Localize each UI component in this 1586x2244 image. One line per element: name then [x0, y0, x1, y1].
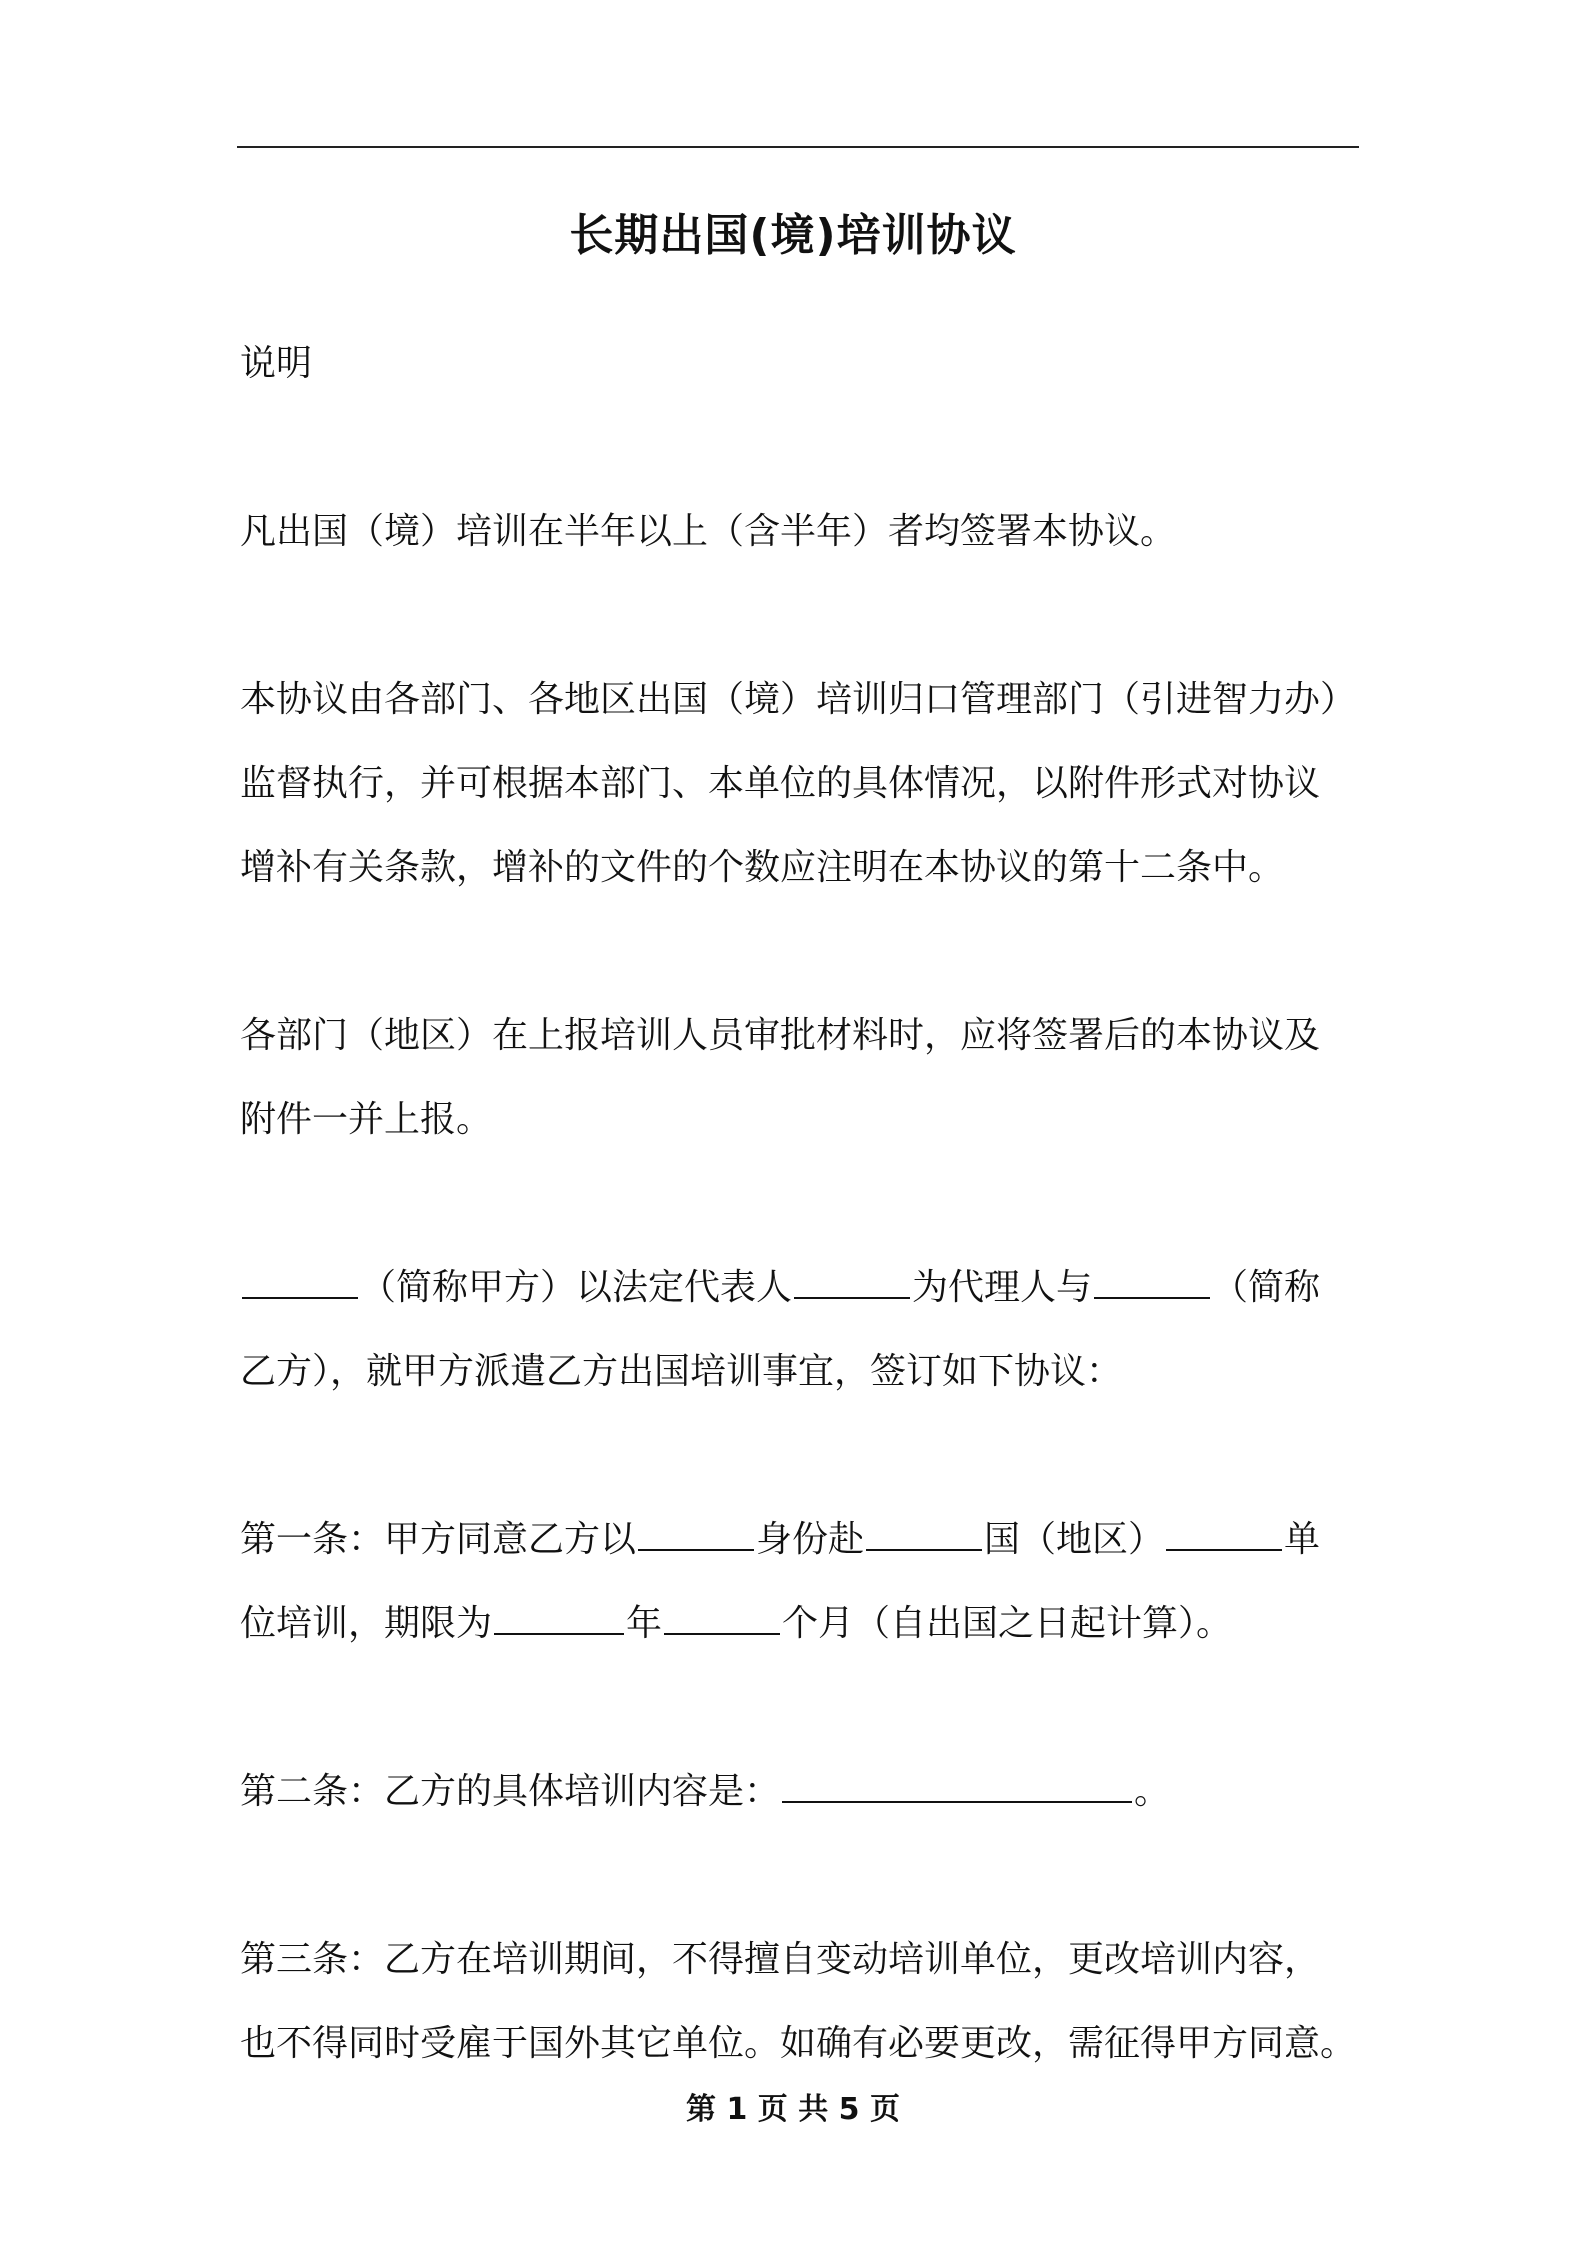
article-2-line-1 — [240, 1750, 1390, 1834]
institution-blank[interactable] — [1166, 1548, 1282, 1551]
party-a-blank[interactable] — [242, 1296, 358, 1299]
country-blank[interactable] — [866, 1548, 982, 1551]
parties-text-b: 为代理人与 — [912, 1267, 1093, 1308]
parties-text-c: （简称 — [1212, 1267, 1321, 1308]
party-b-blank[interactable] — [1094, 1296, 1210, 1299]
article-1-line-2 — [240, 1582, 1390, 1666]
paragraph-2-line-3: 增补有关条款，增补的文件的个数应注明在本协议的第十二条中。 — [240, 847, 1285, 888]
paragraph-3 — [240, 994, 1390, 1162]
paragraph-2 — [240, 658, 1390, 910]
training-content-blank[interactable] — [782, 1800, 1132, 1803]
article-1-text-a: 第一条：甲方同意乙方以 — [240, 1519, 637, 1560]
article-2-text-a: 第二条：乙方的具体培训内容是： — [240, 1771, 781, 1812]
header-rule — [237, 146, 1359, 148]
document-title: 长期出国(境)培训协议 — [569, 210, 1017, 261]
parties-text-a: （简称甲方）以法定代表人 — [360, 1267, 793, 1308]
article-1-text-g: 个月（自出国之日起计算）。 — [782, 1603, 1233, 1644]
parties-line-1 — [240, 1246, 1390, 1330]
page-footer: 第 1 页 共 5 页 — [686, 2092, 900, 2127]
article-3 — [240, 1918, 1390, 2086]
article-1 — [240, 1498, 1390, 1666]
article-1-text-f: 年 — [626, 1603, 663, 1644]
representative-blank[interactable] — [794, 1296, 910, 1299]
years-blank[interactable] — [494, 1632, 624, 1635]
identity-blank[interactable] — [638, 1548, 754, 1551]
article-1-text-c: 国（地区） — [984, 1519, 1165, 1560]
months-blank[interactable] — [664, 1632, 780, 1635]
parties-paragraph — [240, 1246, 1390, 1414]
article-3-line-1: 第三条：乙方在培训期间，不得擅自变动培训单位，更改培训内容， — [240, 1939, 1321, 1980]
paragraph-2-line-1: 本协议由各部门、各地区出国（境）培训归口管理部门（引进智力办） — [240, 679, 1357, 720]
article-2-text-b: 。 — [1134, 1771, 1171, 1812]
article-1-text-e: 位培训，期限为 — [240, 1603, 493, 1644]
article-1-text-d: 单 — [1284, 1519, 1321, 1560]
article-1-line-1 — [240, 1498, 1390, 1582]
paragraph-2-line-2: 监督执行，并可根据本部门、本单位的具体情况，以附件形式对协议 — [240, 763, 1321, 804]
section-heading-text: 说明 — [240, 343, 313, 384]
article-1-text-b: 身份赴 — [756, 1519, 865, 1560]
parties-line-2: 乙方），就甲方派遣乙方出国培训事宜，签订如下协议： — [240, 1351, 1123, 1392]
article-2 — [240, 1750, 1390, 1834]
article-3-line-2: 也不得同时受雇于国外其它单位。如确有必要更改，需征得甲方同意。 — [240, 2023, 1357, 2064]
paragraph-3-line-1: 各部门（地区）在上报培训人员审批材料时，应将签署后的本协议及 — [240, 1015, 1321, 1056]
paragraph-1 — [240, 490, 1390, 574]
paragraph-3-line-2: 附件一并上报。 — [240, 1099, 493, 1140]
section-heading — [240, 322, 1390, 406]
paragraph-1-line-1: 凡出国（境）培训在半年以上（含半年）者均签署本协议。 — [240, 511, 1177, 552]
